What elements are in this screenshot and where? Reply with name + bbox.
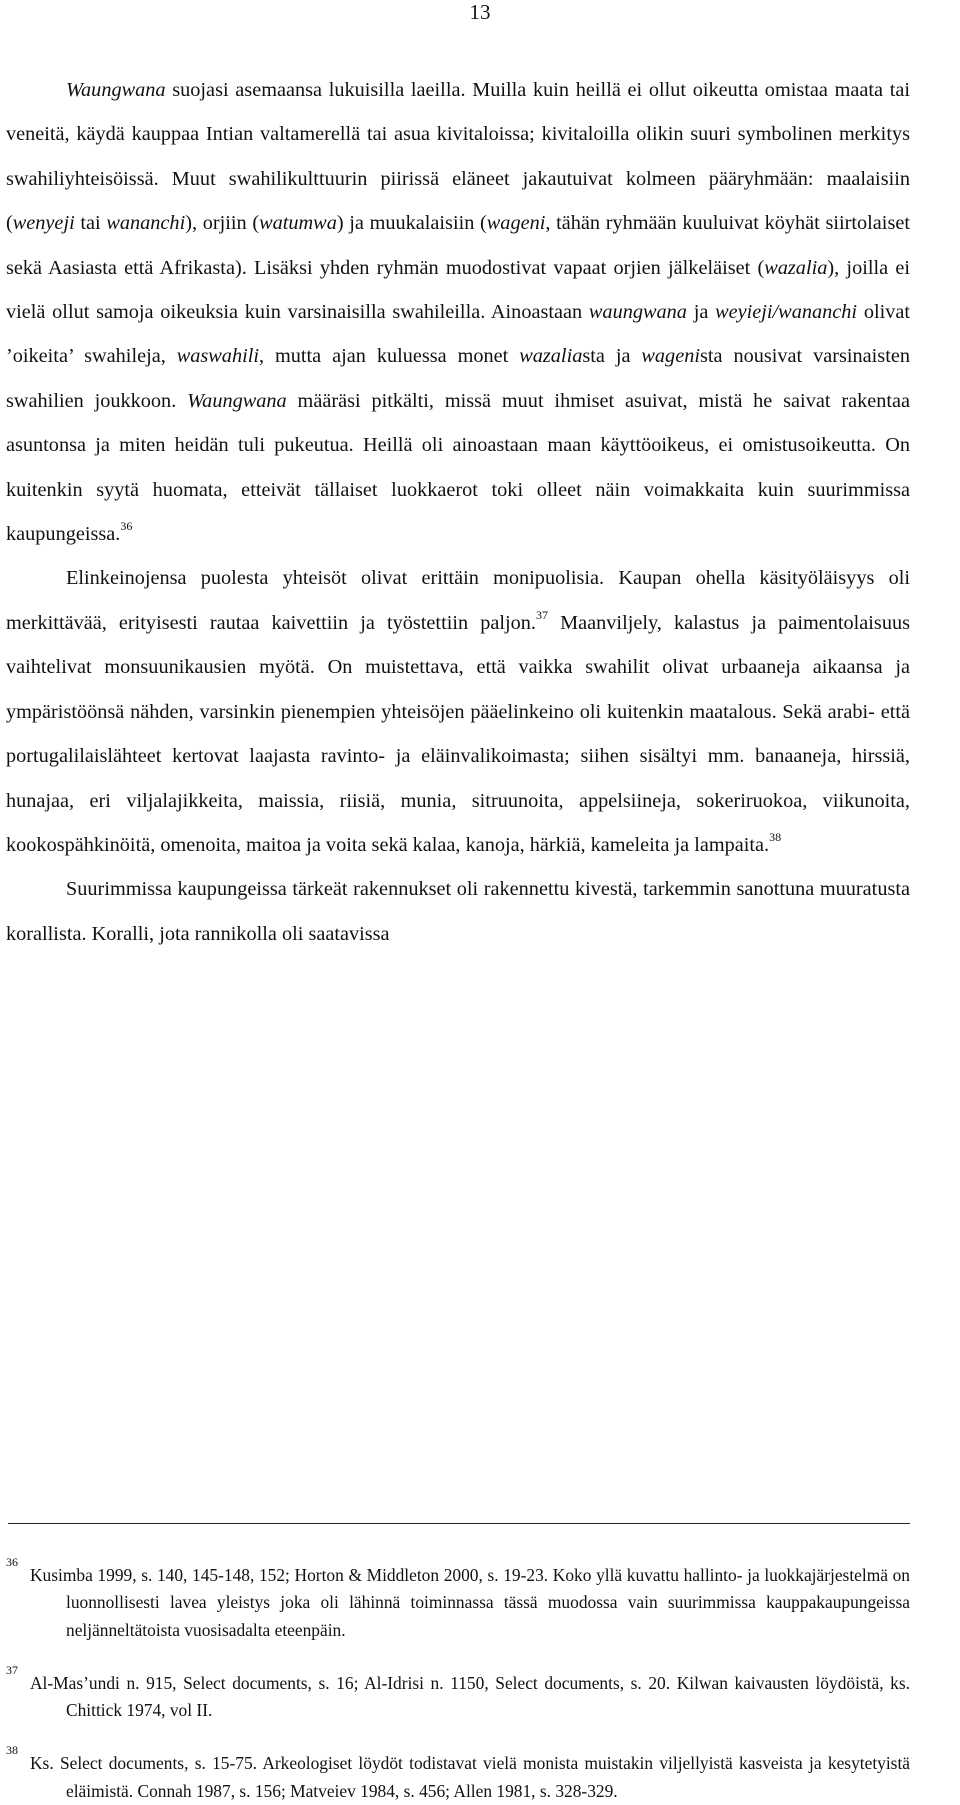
italic-term: waungwana xyxy=(588,301,687,324)
text-run: ), joilla ei vielä ollut samoja oikeuksia kuin varsinaisilla swahileilla. Ainoastaan xyxy=(6,256,910,324)
paragraph xyxy=(6,68,910,556)
footnote-reference: 37 xyxy=(536,607,548,622)
italic-term: wazalia xyxy=(764,256,828,279)
italic-term: weyieji/wananchi xyxy=(715,301,858,324)
paragraph xyxy=(6,867,910,956)
footnote xyxy=(6,1743,910,1805)
italic-term: wageni xyxy=(641,345,700,368)
text-run: sta nousivat varsinaisten swahilien joukkoon. xyxy=(6,345,910,412)
text-run: määräsi pitkälti, missä muut ihmiset asuivat, mistä he saivat rakentaa asuntonsa ja miten heidän tuli pukeutua. Heillä oli ainoastaan maan käyttöoikeus, ei omistusoikeutta. On kuitenkin syytä huomata, etteivät tällaiset luokkaerot toki olleet näin voimakkaita kuin suurimmissa kaupungeissa. xyxy=(6,389,911,546)
footnote xyxy=(6,1555,910,1644)
text-run: tai xyxy=(74,212,107,235)
text-run: olivat ’oikeita’ swahileja, xyxy=(6,301,911,368)
footnote-text: kuvattu hallinto- ja luokkajärjestelmä on luonnollisesti lavea yleistys joka oli lähinnä toiminnassa tässä muodossa vain suurimmissa kauppakaupungeissa neljänneltätoista vuosisadalta eteenpäin. xyxy=(66,1565,910,1640)
footnote-text-lead: Kusimba 1999, s. 140, 145-148, 152; Horton & Middleton 2000, s. 19-23. Koko yllä xyxy=(30,1565,623,1585)
text-run: Elinkeinojensa puolesta yhteisöt olivat erittäin monipuolisia. Kaupan ohella käsityöläisyys oli merkittävää, erityisesti rautaa kaivettiin ja työstettiin paljon. xyxy=(6,567,910,634)
italic-term: waswahili xyxy=(176,345,259,368)
italic-term: wenyeji xyxy=(12,212,75,235)
italic-term: wananchi xyxy=(106,212,186,235)
text-run: suojasi asemaansa lukuisilla laeilla. Muilla kuin heillä ei ollut oikeutta omistaa maata tai veneitä, käydä kauppaa Intian valtamerellä tai asua kivitaloissa; kivitaloilla olikin suuri symbolinen merkitys swahiliyhteisöissä. Muut swahilikulttuurin piirissä eläneet jakautuivat kolmeen pääryhmään: maalaisiin ( xyxy=(6,79,910,235)
footnote-number: 38 xyxy=(6,1743,18,1758)
text-run: Maanviljely, kalastus ja paimentolaisuus vaihtelivat monsuunikausien myötä. On muistettava, että vaikka swahilit olivat urbaaneja aikaansa ja ympäristöönsä nähden, varsinkin pienempien yhteisöjen pääelinkeino oli kuitenkin maatalous. Sekä arabi- että portugalilaislähteet kertovat laajasta ravinto- ja eläinvalikoimasta; siihen sisältyi mm. banaaneja, hirssiä, hunajaa, eri viljalajikkeita, maissia, riisiä, munia, sitruunoita, appelsiineja, sokeriruokoa, viikunoita, kookospähkinöitä, omenoita, maitoa ja voita sekä kalaa, kanoja, härkiä, kameleita ja lampaita. xyxy=(6,611,910,856)
body-text xyxy=(6,68,910,956)
footnote-text-lead: Al-Mas’undi n. 915, Select documents, s. 16; Al-Idrisi n. 1150, Select documents, s. 20. xyxy=(30,1672,671,1693)
footnote-separator xyxy=(8,1523,910,1524)
text-run: ja xyxy=(686,301,716,324)
italic-term: Waungwana xyxy=(187,389,287,412)
text-run: ) ja muukalaisiin ( xyxy=(336,212,487,235)
footnote-number: 36 xyxy=(6,1555,18,1569)
text-run: Suurimmissa kaupungeissa tärkeät rakennukset oli rakennettu kivestä, tarkemmin sanottuna muuratusta korallista. Koralli, jota rannikolla oli saatavissa xyxy=(6,878,910,945)
footnote-reference: 38 xyxy=(769,829,782,844)
footnote-reference: 36 xyxy=(120,519,133,534)
footnote-text-lead: Ks. Select documents, s. 15-75. Arkeologiset löydöt todistavat vielä monista muistakin xyxy=(30,1753,654,1774)
text-run: sta ja xyxy=(582,345,642,368)
text-run: , mutta ajan kuluessa monet xyxy=(259,345,520,368)
italic-term: wageni xyxy=(486,212,546,235)
footnote-text: Kilwan kaivausten löydöistä, ks. Chittick 1974, vol II. xyxy=(66,1672,910,1721)
footnote-text: viljellyistä kasveista ja kesytetyistä eläimistä. Connah 1987, s. 156; Matveiev 1984, s. 456; Allen 1981, s. 328-329. xyxy=(66,1753,910,1801)
footnote xyxy=(6,1662,910,1725)
text-run: , tähän ryhmään kuuluivat köyhät siirtolaiset sekä Aasiasta että Afrikasta). Lisäksi yhden ryhmän muodostivat vapaat orjien jälkeläiset ( xyxy=(6,212,910,279)
paragraph xyxy=(6,556,910,867)
text-run: ), orjiin ( xyxy=(185,212,260,235)
italic-term: wazalia xyxy=(519,345,583,368)
footnotes xyxy=(6,1555,910,1805)
italic-term: watumwa xyxy=(259,212,337,235)
page-number: 13 xyxy=(469,0,491,24)
italic-term: Waungwana xyxy=(66,79,166,101)
footnote-number: 37 xyxy=(6,1662,18,1677)
